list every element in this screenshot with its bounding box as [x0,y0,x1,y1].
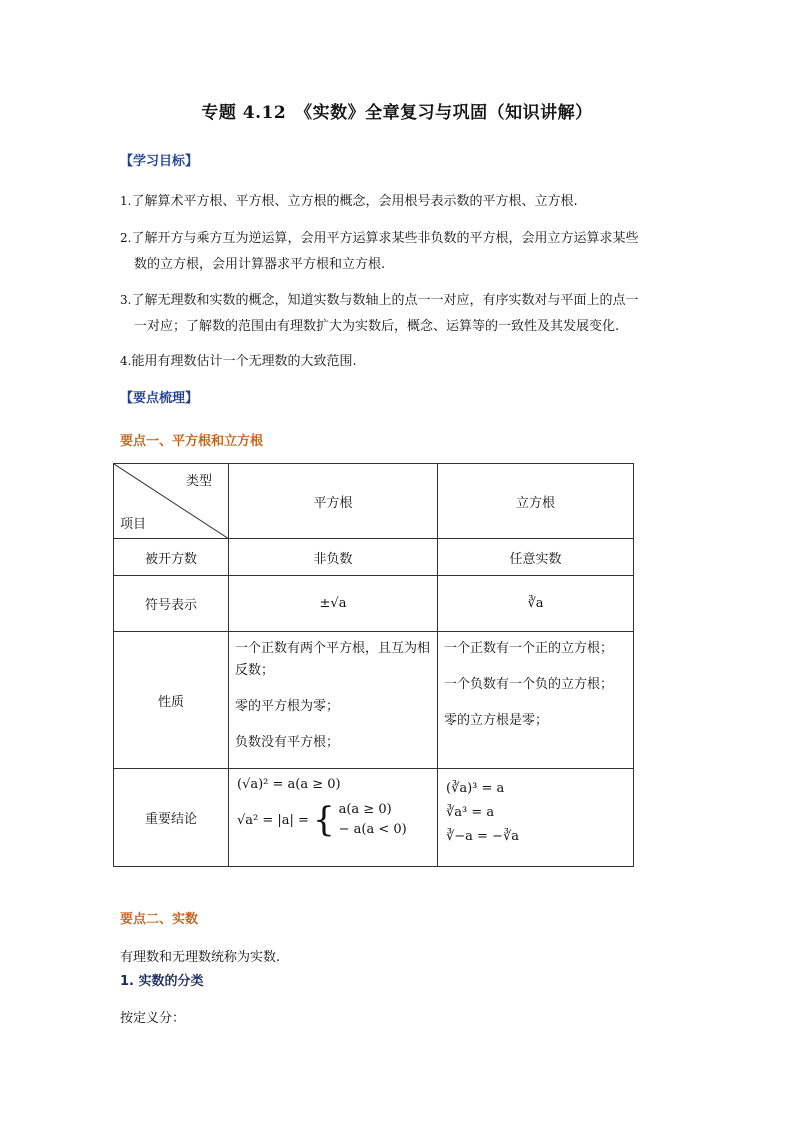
objective-number: 4. [120,354,132,368]
cell-sqrt-symbol: ±√a [229,576,438,632]
corner-item-label: 项目 [120,517,147,532]
cell-cbrt-radicand: 任意实数 [438,539,634,576]
cell-sqrt-conclusion [229,769,438,867]
subheading-classification: 1. 实数的分类 [120,974,204,989]
objective-text-cont: 数的立方根，会用计算器求平方根和立方根. [134,257,386,272]
page-title: 专题 4.12 《实数》全章复习与巩固（知识讲解） [201,103,593,123]
objective-item [120,287,680,340]
cell-cbrt-conclusion [438,769,634,867]
formula-lhs: √a² = |a| = [237,812,309,828]
row-label-symbol: 符号表示 [114,576,229,632]
formula: (∛a)³ = a [446,781,505,796]
objective-text: 了解无理数和实数的概念，知道实数与数轴上的点一一对应，有序实数对与平面上的点一 [131,293,639,308]
property-text: 零的平方根为零； [235,699,340,714]
objective-number: 3. [120,293,132,307]
keypoints-heading: 【要点梳理】 [120,391,199,406]
formula-cases [339,800,407,840]
row-label-conclusion: 重要结论 [114,769,229,867]
by-definition-label: 按定义分： [120,1011,186,1026]
formula: ∛−a = −∛a [446,829,520,844]
property-text: 一个负数有一个负的立方根； [444,677,614,692]
objective-item [120,225,680,278]
objective-text: 了解算术平方根、平方根、立方根的概念，会用根号表示数的平方根、立方根. [131,194,578,209]
cell-sqrt-radicand: 非负数 [229,539,438,576]
objective-text: 了解开方与乘方互为逆运算，会用平方运算求某些非负数的平方根，会用立方运算求某些 [131,231,639,246]
objective-item [120,348,680,375]
property-text: 负数没有平方根； [235,735,340,750]
property-text: 一个正数有一个正的立方根； [444,641,614,656]
cell-cbrt-property [438,632,634,769]
formula-case: a(a ≥ 0) [338,802,392,817]
property-text: 一个正数有两个平方根，且互为相反数； [235,641,431,678]
cell-cbrt-symbol: ∛a [438,576,634,632]
point2-heading: 要点二、实数 [120,912,199,927]
row-label-property: 性质 [114,632,229,769]
roots-table [113,463,634,867]
formula-case: − a(a < 0) [338,822,407,837]
table-corner-header [114,464,229,539]
objective-text: 能用有理数估计一个无理数的大致范围. [131,354,357,369]
point1-heading: 要点一、平方根和立方根 [120,434,264,449]
formula-piecewise [237,800,437,840]
brace-icon: { [312,800,335,840]
row-label-radicand: 被开方数 [114,539,229,576]
objective-text-cont: 一对应；了解数的范围由有理数扩大为实数后，概念、运算等的一致性及其发展变化. [134,319,620,334]
objective-item [120,188,680,215]
cell-sqrt-property [229,632,438,769]
formula: (√a)² = a(a ≥ 0) [237,777,341,792]
header-sqrt: 平方根 [229,464,438,539]
point2-intro: 有理数和无理数统称为实数. [120,950,281,965]
objective-number: 1. [120,194,132,208]
objective-number: 2. [120,231,132,245]
header-cbrt: 立方根 [438,464,634,539]
corner-type-label: 类型 [185,474,212,489]
property-text: 零的立方根是零； [444,713,549,728]
formula: ∛a³ = a [446,805,495,820]
objectives-heading: 【学习目标】 [120,154,199,169]
